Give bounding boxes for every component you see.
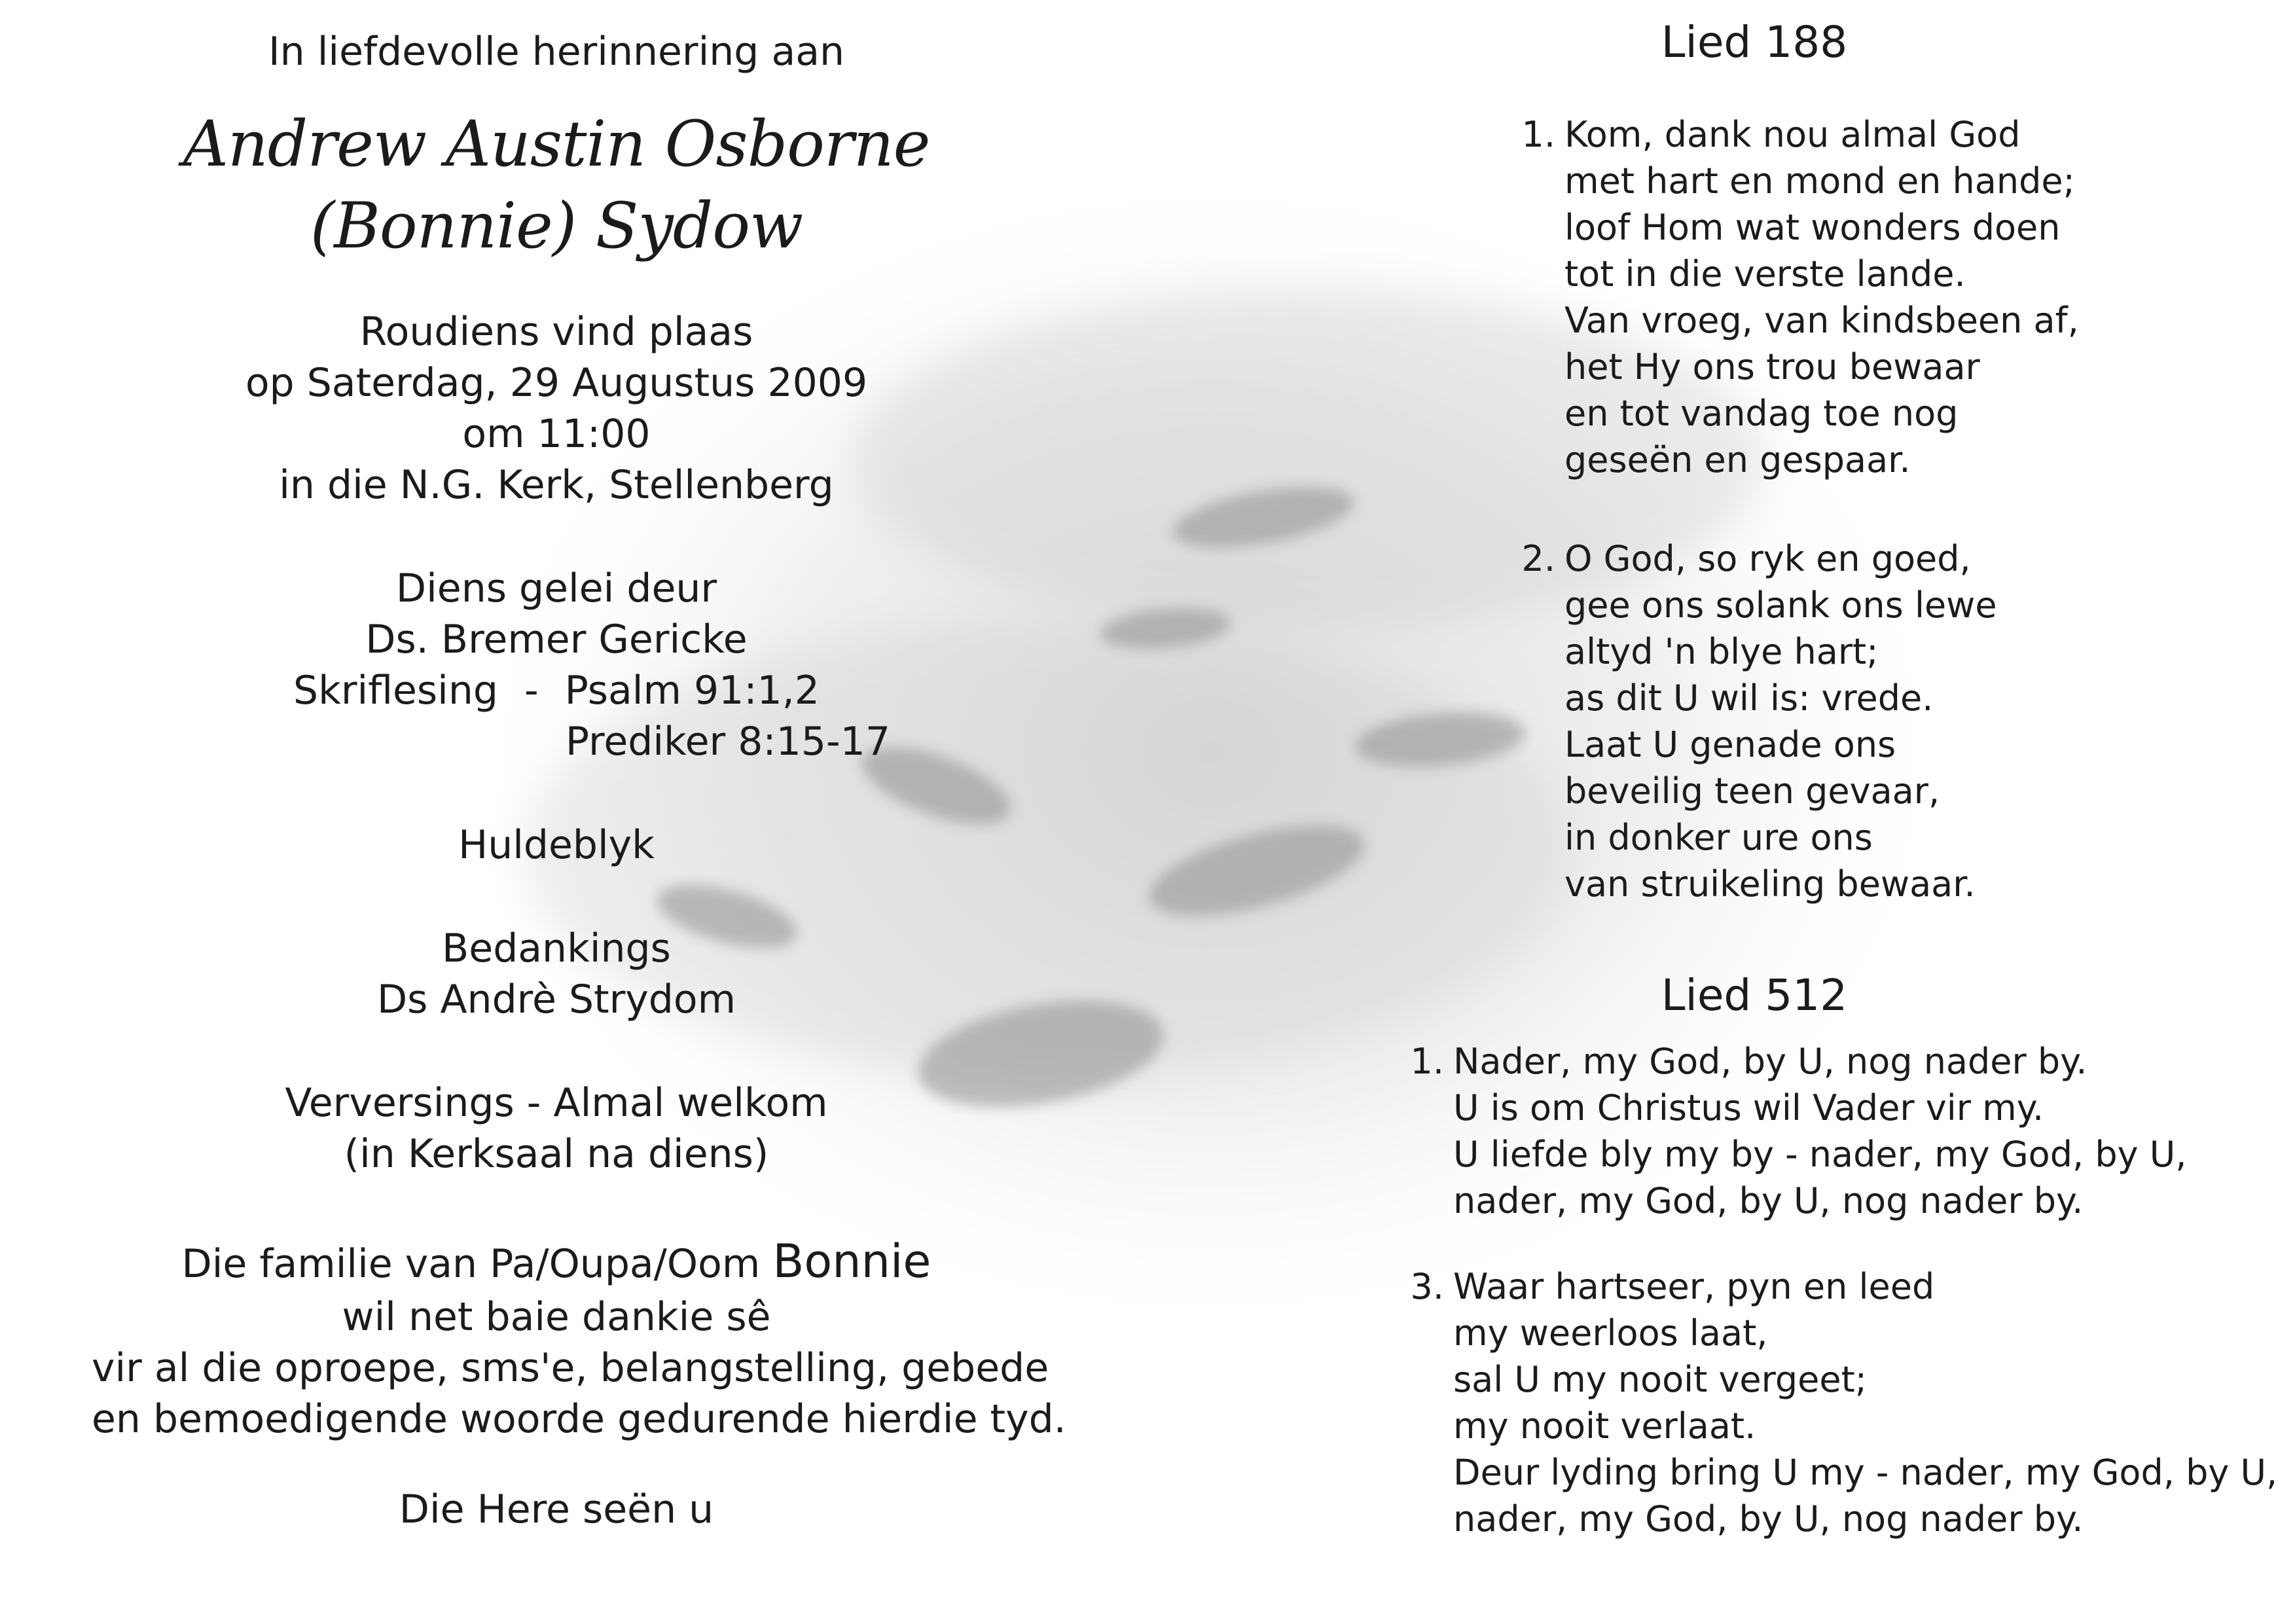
scripture-reading — [92, 665, 1021, 716]
led-by-label: Diens gelei deur — [395, 565, 717, 611]
verse-line: beveilig teen gevaar, — [1564, 770, 1940, 812]
thanks-label: Bedankings — [442, 925, 671, 971]
reading-separator: - — [524, 667, 539, 713]
verse-line: U is om Christus wil Vader vir my. — [1453, 1087, 2044, 1128]
verse-line: in donker ure ons — [1564, 817, 1873, 858]
verse-number: 2. — [1521, 538, 1555, 579]
deceased-name — [92, 103, 1021, 267]
verse-line: sal U my nooit vergeet; — [1453, 1359, 1867, 1400]
refreshments-note: (in Kerksaal na diens) — [344, 1130, 769, 1177]
family-name: Bonnie — [772, 1234, 931, 1288]
verse-lines — [1453, 1263, 2277, 1542]
verse-line: tot in die verste lande. — [1564, 253, 1966, 295]
reading-1: Psalm 91:1,2 — [564, 667, 820, 713]
family-thanks — [92, 1232, 1066, 1445]
service-line: in die N.G. Kerk, Stellenberg — [279, 461, 834, 508]
verse-lines — [1564, 111, 2258, 483]
verse-line: Deur lyding bring U my - nader, my God, by U, — [1453, 1452, 2278, 1493]
hymn-verse — [1407, 1263, 2278, 1542]
verse-line: gee ons solank ons lewe — [1564, 585, 1997, 626]
thanks-by: Ds Andrè Strydom — [376, 976, 736, 1022]
verse-line: geseën en gespaar. — [1564, 439, 1911, 480]
verse-line: Van vroeg, van kindsbeen af, — [1564, 300, 2079, 341]
reading-2: Prediker 8:15-17 — [565, 718, 890, 765]
verse-line: altyd 'n blye hart; — [1564, 631, 1879, 672]
service-line: op Saterdag, 29 Augustus 2009 — [245, 359, 868, 406]
verse-line: my nooit verlaat. — [1453, 1405, 1756, 1447]
service-line: om 11:00 — [462, 410, 651, 457]
hymn — [1407, 13, 2258, 907]
refreshments-text: Verversings - Almal welkom — [285, 1079, 828, 1126]
intro-text: In liefdevolle herinnering aan — [268, 29, 845, 75]
blessing-text: Die Here seën u — [399, 1486, 714, 1532]
service-order — [92, 563, 1021, 767]
reading-label: Skriflesing — [293, 667, 498, 713]
hymn — [1407, 966, 2278, 1542]
deceased-name-line2: (Bonnie) Sydow — [310, 189, 803, 262]
blessing-section — [92, 1484, 1021, 1535]
family-thanks-line: en bemoedigende woorde gedurende hierdie tyd. — [92, 1396, 1066, 1442]
verse-line: U liefde bly my by - nader, my God, by U, — [1453, 1134, 2187, 1175]
verse-line: het Hy ons trou bewaar — [1564, 346, 1980, 388]
family-prefix: Die familie van Pa/Oupa/Oom — [181, 1240, 761, 1287]
verse-line: nader, my God, by U, nog nader by. — [1453, 1180, 2084, 1221]
verse-line: nader, my God, by U, nog nader by. — [1453, 1498, 2084, 1540]
refreshments-section — [92, 1077, 1021, 1180]
hymn-verse — [1519, 535, 2258, 907]
verse-number: 3. — [1410, 1266, 1444, 1307]
family-thanks-line — [92, 1232, 1021, 1291]
service-line: Roudiens vind plaas — [359, 308, 753, 355]
tribute-label: Huldeblyk — [458, 821, 655, 868]
verse-line: loof Hom wat wonders doen — [1564, 207, 2061, 248]
family-thanks-line: vir al die oproepe, sms'e, belangstelling, gebede — [92, 1344, 1049, 1391]
minister-name: Ds. Bremer Gericke — [365, 616, 748, 662]
verse-line: my weerloos laat, — [1453, 1312, 1768, 1354]
verse-line: Nader, my God, by U, nog nader by. — [1453, 1041, 2087, 1082]
deceased-name-line1: Andrew Austin Osborne — [183, 107, 930, 181]
verse-number: 1. — [1521, 114, 1555, 155]
verse-line: O God, so ryk en goed, — [1564, 538, 1971, 579]
verse-line: Waar hartseer, pyn en leed — [1453, 1266, 1935, 1307]
verse-lines — [1564, 535, 2258, 907]
service-details-panel — [92, 20, 1066, 1535]
family-thanks-line: wil net baie dankie sê — [342, 1293, 771, 1340]
hymn-verse — [1407, 1038, 2258, 1224]
thanks-section — [92, 923, 1021, 1025]
verse-line: met hart en mond en hande; — [1564, 160, 2075, 202]
hymn-title: Lied 512 — [1661, 970, 1848, 1020]
hymn-title: Lied 188 — [1661, 17, 1848, 67]
verse-line: en tot vandag toe nog — [1564, 393, 1959, 434]
verse-lines — [1453, 1038, 2258, 1224]
tribute-section — [92, 820, 1021, 871]
service-time-place — [92, 306, 1021, 511]
verse-line: Laat U genade ons — [1564, 724, 1896, 765]
verse-line: Kom, dank nou almal God — [1564, 114, 2021, 155]
verse-line: van struikeling bewaar. — [1564, 863, 1976, 905]
verse-number: 1. — [1410, 1041, 1444, 1082]
verse-line: as dit U wil is: vrede. — [1564, 677, 1934, 719]
hymn-verse — [1519, 111, 2258, 483]
hymns-panel — [1407, 13, 2278, 1542]
